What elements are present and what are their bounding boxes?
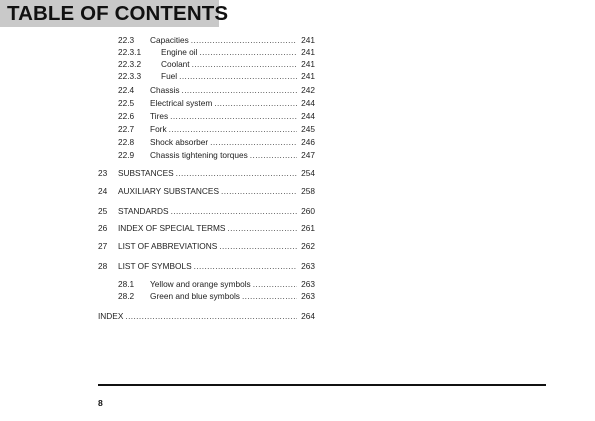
toc-dot-leader — [210, 136, 297, 148]
toc-entry-title: Tires — [150, 111, 169, 121]
toc-entry-page: 263 — [301, 261, 315, 271]
toc-entry-page: 254 — [301, 168, 315, 178]
toc-dot-leader — [170, 110, 297, 122]
toc-dot-leader — [192, 58, 297, 70]
toc-entry[interactable] — [118, 123, 315, 135]
toc-entry-page: 263 — [301, 279, 315, 289]
toc-entry-title: Chassis tightening torques — [150, 150, 248, 160]
toc-dot-leader — [169, 123, 297, 135]
toc-entry-number: 22.3.3 — [118, 71, 142, 81]
toc-entry-number: 26 — [98, 223, 108, 233]
toc-entry-number: 28.2 — [118, 291, 135, 301]
toc-entry-title: Capacities — [150, 35, 189, 45]
toc-entry-page: 247 — [301, 150, 315, 160]
toc-entry-page: 263 — [301, 291, 315, 301]
toc-entry-number: 22.6 — [118, 111, 135, 121]
toc-dot-leader — [250, 149, 297, 161]
toc-entry-title: Fuel — [161, 71, 178, 81]
toc-entry-title: AUXILIARY SUBSTANCES — [118, 186, 219, 196]
toc-entry[interactable] — [98, 222, 315, 234]
toc-entry-number: 22.3.2 — [118, 59, 142, 69]
toc-entry-page: 264 — [301, 311, 315, 321]
toc-dot-leader — [125, 310, 297, 322]
toc-entry-number: 25 — [98, 206, 108, 216]
toc-dot-leader — [182, 84, 297, 96]
toc-entry[interactable] — [98, 260, 315, 272]
toc-dot-leader — [227, 222, 297, 234]
toc-entry-title: Shock absorber — [150, 137, 209, 147]
toc-dot-leader — [214, 97, 297, 109]
toc-entry-page: 241 — [301, 59, 315, 69]
toc-entry-title: Yellow and orange symbols — [150, 279, 251, 289]
toc-entry[interactable] — [118, 278, 315, 290]
toc-entry-page: 246 — [301, 137, 315, 147]
toc-entry-number: 22.9 — [118, 150, 135, 160]
toc-entry[interactable] — [98, 240, 315, 252]
toc-entry-number: 27 — [98, 241, 108, 251]
toc-dot-leader — [199, 46, 297, 58]
toc-entry-page: 262 — [301, 241, 315, 251]
toc-dot-leader — [219, 240, 297, 252]
toc-entry[interactable] — [98, 205, 315, 217]
toc-entry-title: LIST OF ABBREVIATIONS — [118, 241, 218, 251]
toc-dot-leader — [179, 70, 297, 82]
toc-dot-leader — [171, 205, 297, 217]
toc-entry-title: Chassis — [150, 85, 180, 95]
toc-entry-number: 22.3 — [118, 35, 135, 45]
toc-entry-title: STANDARDS — [118, 206, 169, 216]
toc-entry[interactable] — [118, 84, 315, 96]
toc-entry-page: 241 — [301, 47, 315, 57]
toc-entry[interactable] — [118, 97, 315, 109]
toc-entry-page: 242 — [301, 85, 315, 95]
toc-entry-number: 22.7 — [118, 124, 135, 134]
toc-entry-number: 28.1 — [118, 279, 135, 289]
toc-dot-leader — [221, 185, 297, 197]
toc-entry-title: INDEX — [98, 311, 124, 321]
footer-divider — [98, 384, 546, 386]
toc-entry-page: 245 — [301, 124, 315, 134]
toc-entry[interactable] — [118, 58, 315, 70]
toc-entry-number: 23 — [98, 168, 108, 178]
toc-dot-leader — [191, 34, 297, 46]
toc-entry-title: Engine oil — [161, 47, 198, 57]
toc-entry-page: 258 — [301, 186, 315, 196]
toc-entry-number: 28 — [98, 261, 108, 271]
toc-dot-leader — [242, 290, 297, 302]
toc-entry[interactable] — [98, 185, 315, 197]
toc-entry-page: 260 — [301, 206, 315, 216]
toc-dot-leader — [176, 167, 297, 179]
toc-entry-number: 22.8 — [118, 137, 135, 147]
toc-entry[interactable] — [118, 290, 315, 302]
page-title: TABLE OF CONTENTS — [7, 2, 229, 25]
toc-entry-page: 244 — [301, 98, 315, 108]
toc-dot-leader — [194, 260, 297, 272]
toc-entry-title: LIST OF SYMBOLS — [118, 261, 192, 271]
toc-entry-page: 241 — [301, 35, 315, 45]
page-number: 8 — [98, 398, 103, 408]
toc-entry-page: 241 — [301, 71, 315, 81]
toc-entry-page: 261 — [301, 223, 315, 233]
toc-entry-title: Fork — [150, 124, 167, 134]
toc-entry-title: Coolant — [161, 59, 190, 69]
toc-entry-title: INDEX OF SPECIAL TERMS — [118, 223, 226, 233]
toc-entry[interactable] — [118, 136, 315, 148]
toc-dot-leader — [253, 278, 297, 290]
toc-entry-page: 244 — [301, 111, 315, 121]
toc-entry[interactable] — [118, 110, 315, 122]
toc-entry[interactable] — [98, 310, 315, 322]
toc-entry-title: Green and blue symbols — [150, 291, 240, 301]
toc-entry[interactable] — [118, 46, 315, 58]
toc-entry[interactable] — [98, 167, 315, 179]
toc-entry-title: SUBSTANCES — [118, 168, 174, 178]
toc-entry-title: Electrical system — [150, 98, 213, 108]
toc-entry-number: 22.4 — [118, 85, 135, 95]
toc-entry-number: 22.3.1 — [118, 47, 142, 57]
toc-entry[interactable] — [118, 149, 315, 161]
toc-entry-number: 24 — [98, 186, 108, 196]
toc-entry[interactable] — [118, 70, 315, 82]
toc-entry-number: 22.5 — [118, 98, 135, 108]
toc-entry[interactable] — [118, 34, 315, 46]
